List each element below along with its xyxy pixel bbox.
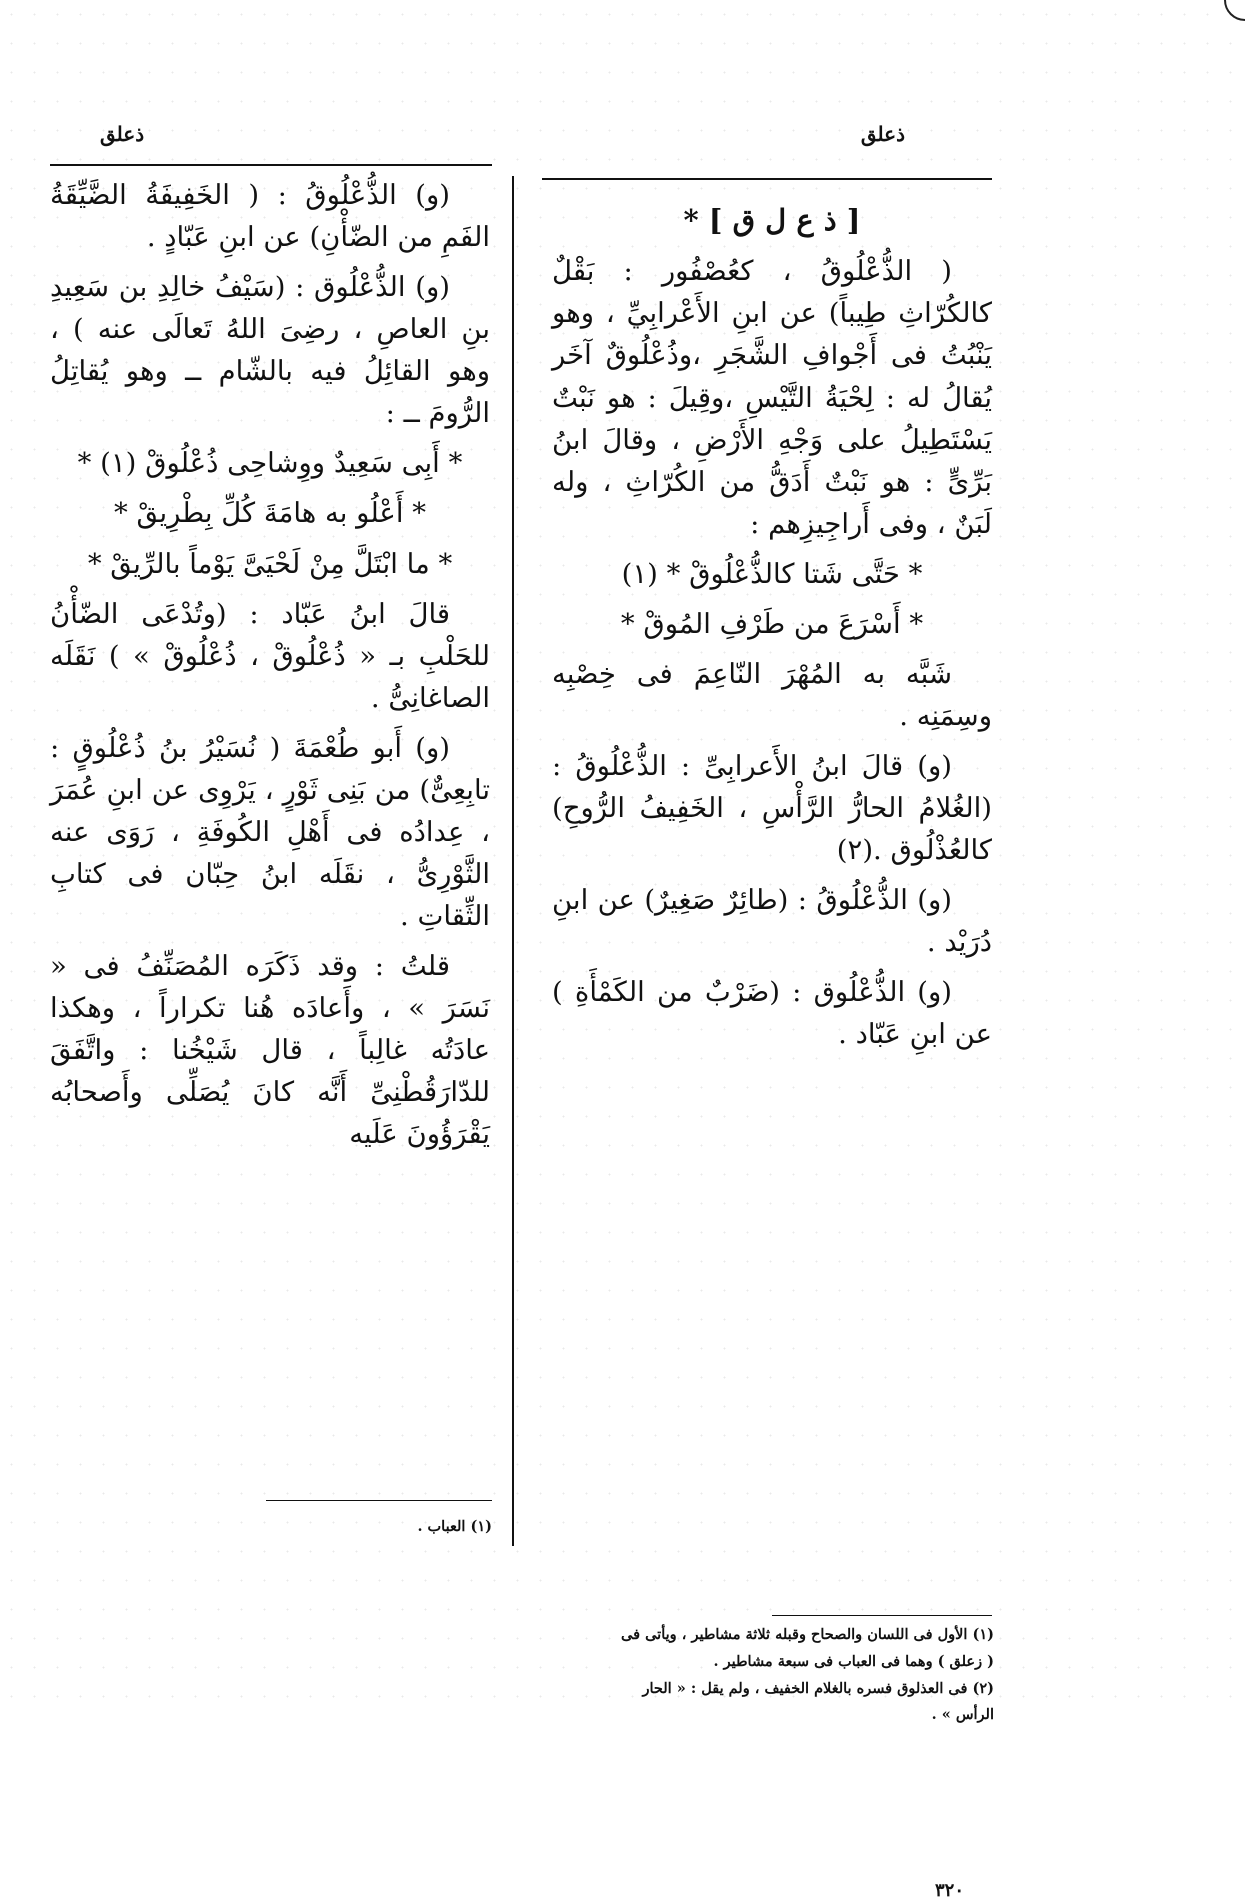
left-verse-3: * ما ابْتَلَّ مِنْ لَحْيَىَّ يَوْماً بالرِّيقْ * [87, 547, 453, 580]
left-paragraph-1: (و) الذُّعْلُوقُ : ( الخَفِيفَةُ الضَّيِّقَةُ الفَمِ من الضّأْنِ) عن ابنِ عَبّادٍ . [50, 179, 490, 254]
left-paragraph-5: قلتُ : وقد ذَكَرَه المُصَنِّفُ فى « نَسَرَ » ، وأَعادَه هُنا تكراراً ، وهكذا عادَتُه غالِباً ، قال شَيْخُنا : واتَّفَقَ للدّارَقُطْنِىِّ أَنَّه كانَ يُصَلِّى وأَصحابُه يَقْرَؤُونَ عَلَيه [50, 950, 490, 1151]
left-paragraph-4: (و) أَبو طُعْمَةَ ( نُسَيْرُ بنُ ذُعْلُوقٍ : تابِعِىٌّ) من بَنِى ثَوْرٍ ، يَرْوِى عن ابنِ عُمَرَ ، عِدادُه فى أَهْلِ الكُوفَةِ ، رَوَى عنه الثَّوْرِىُّ ، نقَلَه ابنُ حِبّان فى كتابِ الثِّقاتِ . [50, 731, 490, 932]
footnote-left-1: (١) العباب . [417, 1518, 492, 1535]
entry-title: [ ذ ع ل ق ] * [683, 203, 861, 237]
left-verse-1: * أَبِى سَعِيدٌ ووِشاحِى ذُعْلُوقْ (١) * [77, 447, 463, 480]
footnote-rule-left [266, 1500, 492, 1501]
right-paragraph-5: (و) الذُّعْلُوق : (ضَرْبٌ من الكَمْأَةِ ) عن ابنِ عَبّاد . [552, 976, 992, 1051]
header-rule-left [50, 164, 492, 166]
header-word-right: ذعلق [860, 122, 905, 146]
right-column [552, 198, 992, 1063]
corner-punch-mark [1224, 0, 1245, 21]
page-number: ٣٢٠ [935, 1880, 965, 1901]
left-paragraph-3: قالَ ابنُ عَبّاد : (وتُدْعَى الضّأْنُ للحَلْبِ بـ « ذُعْلُوقْ ، ذُعْلُوقْ » ) نَقَلَه الصاغانِىُّ . [50, 597, 490, 714]
right-paragraph-1: ( الذُّعْلُوقُ ، كعُصْفُور : بَقْلٌ كالكُرّاثِ طِيباً) عن ابنِ الأَعْرابِيِّ ، وهو يَنْبُتُ فى أَجْوافِ الشَّجَرِ ،وذُعْلُوقٌ آخَر يُقالُ له : لِحْيَةُ التَّيْسِ ،وقِيلَ : هو نَبْتٌ يَسْتَطِيلُ على وَجْهِ الأَرْضِ ، وقالَ ابنُ بَرِّىٍّ : هو نَبْتٌ أَدَقُّ من الكُرّاثِ ، وله لَبَنٌ ، وفى أَراجِيزِهم : [552, 255, 992, 540]
left-paragraph-2: (و) الذُّعْلُوق : (سَيْفُ خالِدِ بن سَعِيدِ بنِ العاصِ ، رضِىَ اللهُ تَعالَى عنه ) ، وهو القائِلُ فيه بالشّام ــ وهو يُقاتِلُ الرُّومَ ــ : [50, 271, 490, 430]
right-verse-2: * أَسْرَعَ من طَرْفِ المُوقْ * [620, 607, 924, 640]
left-column [50, 174, 490, 1163]
footnotes-right [552, 1622, 994, 1729]
footnote-1-line-1: (١) الأول فى اللسان والصحاح وقبله ثلاثة مشاطير ، ويأتى فى [621, 1626, 994, 1643]
left-verse-2: * أَعْلُو به هامَةَ كُلِّ بِطْرِيقْ * [114, 497, 426, 530]
footnote-2-line-2: الرأس » . [931, 1706, 994, 1724]
footnote-2-line-1: (٢) فى العذلوق فسره بالغلام الخفيف ، ولم يقل : « الحار [642, 1679, 994, 1697]
right-paragraph-4: (و) الذُّعْلُوقُ : (طائِرٌ صَغِيرٌ) عن ابنِ دُرَيْد . [552, 884, 992, 959]
right-paragraph-3: (و) قالَ ابنُ الأَعرابِىِّ : الذُّعْلُوقُ : (الغُلامُ الحارُّ الرَّأْسِ ، الخَفِيفُ الرُّوحِ) كالعُذْلُوق .(٢) [552, 750, 992, 867]
column-divider [512, 176, 514, 1546]
right-paragraph-2: شَبَّه به المُهْرَ النّاعِمَ فى خِصْبِه وسِمَنِه . [552, 657, 992, 732]
header-rule-right [542, 178, 992, 180]
footnote-rule-right [772, 1615, 992, 1616]
footnotes-left [266, 1514, 492, 1541]
footnote-1-line-2: ( زعلق ) وهما فى العباب فى سبعة مشاطير . [713, 1652, 994, 1670]
header-word-left: ذعلق [100, 122, 145, 146]
right-verse-1: * حَتَّى شَتا كالذُّعْلُوقْ * (١) [621, 557, 923, 590]
